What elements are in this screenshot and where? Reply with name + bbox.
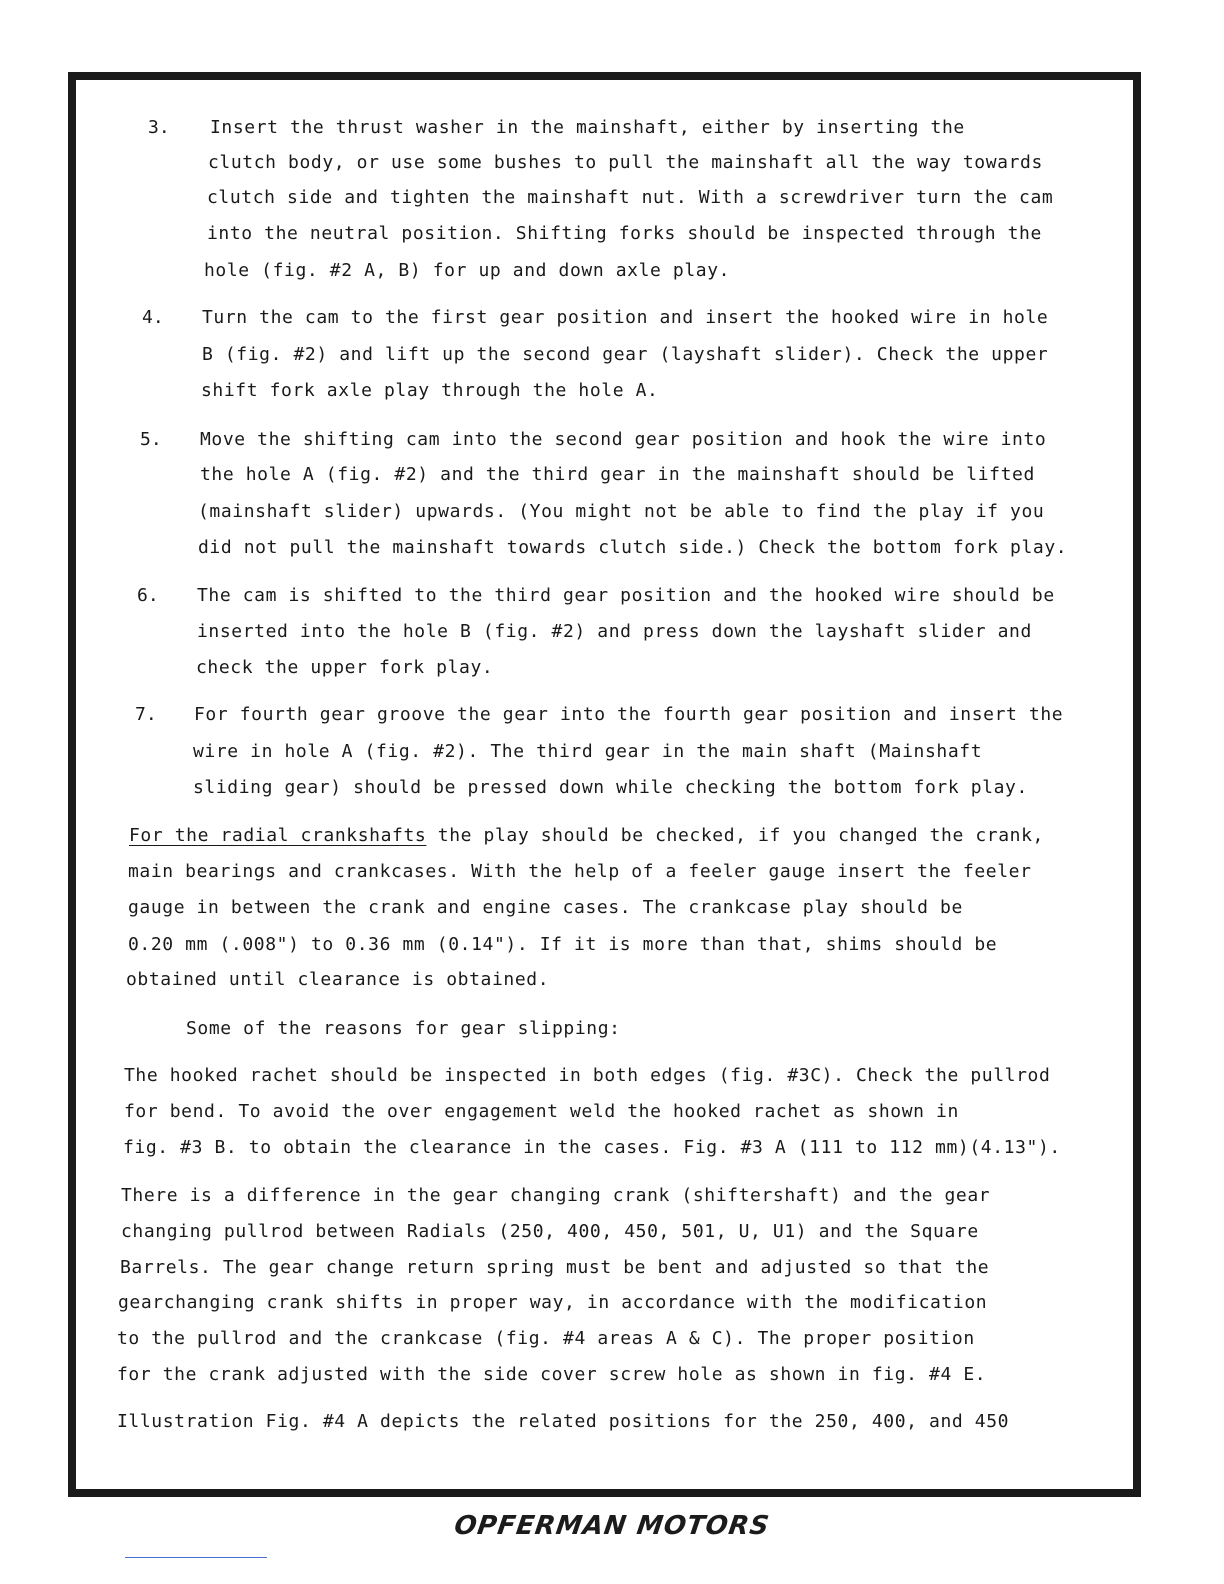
page-content [76,80,1133,1489]
rachet-line-3: fig. #3 B. to obtain the clearance in the cases. Fig. #3 A (111 to 112 mm)(4.13"). [123,1137,1061,1158]
item-number-3: 3. [148,117,170,138]
p3-line-2: clutch body, or use some bushes to pull the mainshaft all the way towards [208,152,1043,173]
illustration-line: Illustration Fig. #4 A depicts the related positions for the 250, 400, and 450 [117,1411,1010,1432]
footer-divider [125,1557,267,1558]
radial-line-3: gauge in between the crank and engine cases. The crankcase play should be [128,897,963,918]
p7-line-2: wire in hole A (fig. #2). The third gear in the main shaft (Mainshaft [193,741,983,762]
p5-line-4: did not pull the mainshaft towards clutch side.) Check the bottom fork play. [198,537,1068,558]
p3-line-5: hole (fig. #2 A, B) for up and down axle play. [204,260,731,281]
p4-line-3: shift fork axle play through the hole A. [201,380,659,401]
p5-line-2: the hole A (fig. #2) and the third gear in the mainshaft should be lifted [200,464,1035,485]
p3-line-3: clutch side and tighten the mainshaft nut. With a screwdriver turn the cam [207,187,1054,208]
difference-line-4: gearchanging crank shifts in proper way, in accordance with the modification [118,1292,988,1313]
difference-line-1: There is a difference in the gear changing crank (shiftershaft) and the gear [121,1185,991,1206]
footer-brand-logo: OPFERMAN MOTORS [452,1511,772,1541]
radial-paragraph-line-1 [129,825,1044,847]
difference-line-6: for the crank adjusted with the side cover screw hole as shown in fig. #4 E. [117,1364,987,1385]
p3-line-4: into the neutral position. Shifting forks should be inspected through the [207,223,1042,244]
p4-line-1: Turn the cam to the first gear position and insert the hooked wire in hole [202,307,1049,328]
p3-line-1: Insert the thrust washer in the mainshaft, either by inserting the [210,117,965,138]
difference-line-5: to the pullrod and the crankcase (fig. #4 areas A & C). The proper position [117,1328,975,1349]
item-number-5: 5. [140,429,162,450]
radial-line-5: obtained until clearance is obtained. [126,969,550,990]
radial-line-1-rest: the play should be checked, if you changed the crank, [426,825,1044,846]
radial-heading: For the radial crankshafts [129,825,427,846]
radial-line-4: 0.20 mm (.008") to 0.36 mm (0.14"). If it is more than that, shims should be [128,934,998,955]
gear-slipping-heading: Some of the reasons for gear slipping: [186,1018,621,1039]
p6-line-3: check the upper fork play. [196,657,494,678]
rachet-line-2: for bend. To avoid the over engagement weld the hooked rachet as shown in [124,1101,959,1122]
p6-line-1: The cam is shifted to the third gear position and the hooked wire should be [197,585,1055,606]
item-number-7: 7. [135,704,157,725]
rachet-line-1: The hooked rachet should be inspected in both edges (fig. #3C). Check the pullrod [124,1065,1051,1086]
difference-line-3: Barrels. The gear change return spring must be bent and adjusted so that the [120,1257,990,1278]
p6-line-2: inserted into the hole B (fig. #2) and press down the layshaft slider and [197,621,1032,642]
difference-line-2: changing pullrod between Radials (250, 400, 450, 501, U, U1) and the Square [121,1221,979,1242]
page-frame [68,72,1141,1497]
radial-line-2: main bearings and crankcases. With the help of a feeler gauge insert the feeler [128,861,1032,882]
p5-line-3: (mainshaft slider) upwards. (You might not be able to find the play if you [198,501,1045,522]
item-number-6: 6. [137,585,159,606]
p7-line-3: sliding gear) should be pressed down while checking the bottom fork play. [193,777,1028,798]
item-number-4: 4. [142,307,164,328]
p5-line-1: Move the shifting cam into the second gear position and hook the wire into [200,429,1047,450]
p7-line-1: For fourth gear groove the gear into the fourth gear position and insert the [194,704,1064,725]
p4-line-2: B (fig. #2) and lift up the second gear (layshaft slider). Check the upper [202,344,1049,365]
